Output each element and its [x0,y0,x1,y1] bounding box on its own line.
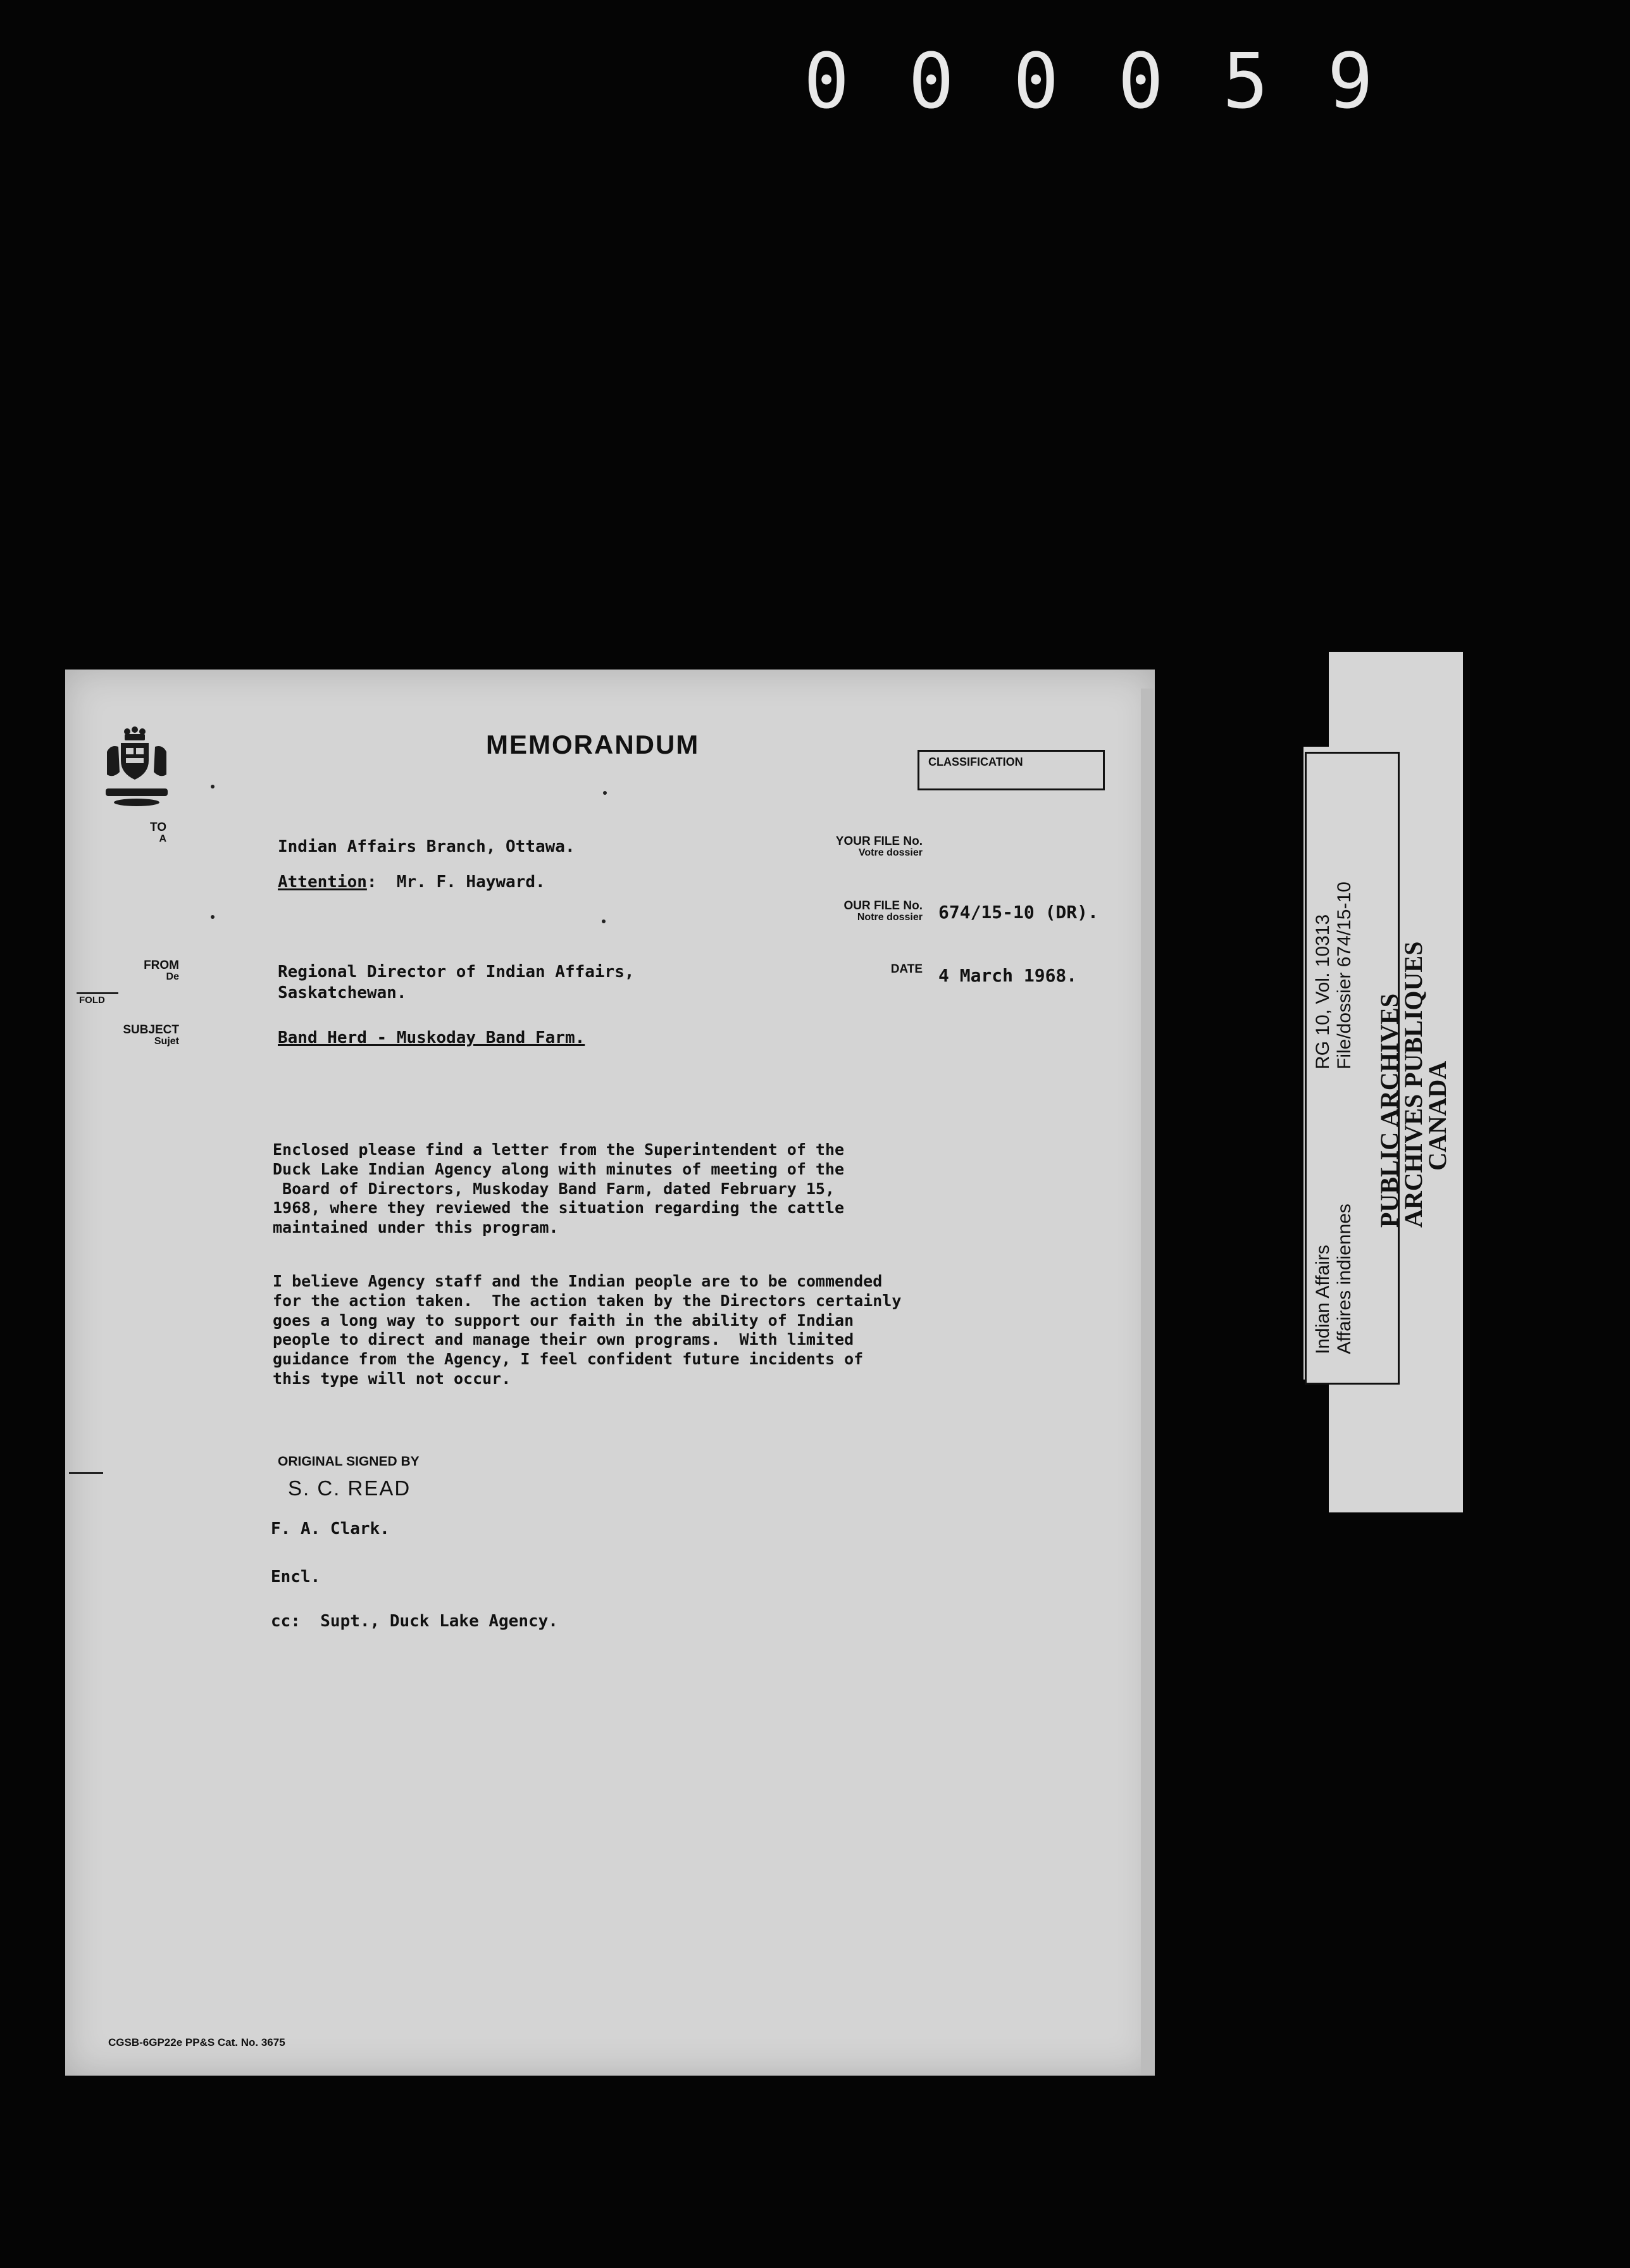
our-file-value: 674/15-10 (DR). [938,902,1098,923]
frame-digit: 0 [908,38,954,126]
frame-digit: 5 [1222,38,1269,126]
our-file-label: OUR FILE No. Notre dossier [843,899,923,923]
fold-mark [77,992,118,994]
subject-value: Band Herd - Muskoday Band Farm. [278,1028,585,1047]
archive-line-public-archives: PUBLIC ARCHIVES [1375,993,1403,1228]
date-label: DATE [890,963,923,976]
canada-coat-of-arms-icon [102,726,171,809]
frame-digit: 0 [1013,38,1059,126]
paper-speck [211,785,215,788]
archive-line-canada: CANADA [1423,1061,1452,1171]
original-signed-stamp: ORIGINAL SIGNED BY [278,1454,420,1469]
signer-name-stamp: S. C. READ [288,1476,411,1500]
archive-line-file-dossier: File/dossier 674/15-10 [1334,882,1355,1069]
attention-label: Attention [278,873,367,892]
frame-digit: 0 [804,38,850,126]
from-value: Regional Director of Indian Affairs, Saskatchewan. [278,963,635,1002]
frame-digit: 0 [1117,38,1164,126]
cc-line: cc: Supt., Duck Lake Agency. [271,1612,558,1631]
date-value: 4 March 1968. [938,965,1078,986]
frame-number [804,38,1373,127]
memo-page [65,670,1155,2076]
archive-line-archives-publiques: ARCHIVES PUBLIQUES [1399,941,1428,1228]
classification-box [918,750,1105,790]
your-file-label: YOUR FILE No. Votre dossier [835,835,923,858]
attention-line [278,872,545,893]
body-paragraph-1: Enclosed please find a letter from the Superintendent of the Duck Lake Indian Agency along with minutes of meeting of the Board of Directors, Muskoday Band Farm, dated February 15, 1968, where they reviewed the situation regarding the cattle maintained under this program. [273,1140,845,1237]
paper-speck [603,791,607,795]
paper-speck [211,915,215,919]
classification-label: CLASSIFICATION [928,756,1023,768]
archive-line-rg-volume: RG 10, Vol. 10313 [1312,914,1333,1069]
margin-mark [69,1472,103,1474]
archive-line-indian-affairs: Indian Affairs [1312,1245,1333,1354]
paper-speck [602,919,606,923]
form-number: CGSB-6GP22e PP&S Cat. No. 3675 [108,2036,285,2048]
frame-digit: 9 [1327,38,1373,126]
archive-reference-tab [1303,652,1463,1512]
to-label: TO A [149,821,166,844]
to-value: Indian Affairs Branch, Ottawa. [278,837,575,856]
memo-title: MEMORANDUM [486,730,700,759]
signatory: F. A. Clark. [271,1519,390,1538]
body-paragraph-2: I believe Agency staff and the Indian people are to be commended for the action taken. The action taken by the Directors certainly goes a long way to support our faith in the ability of Indian people to direct and manage their own programs. With limited guidance from the Agency, I feel confident future incidents of this type will not occur. [273,1272,902,1388]
attention-value: : Mr. F. Hayward. [366,873,545,892]
from-label: FROM De [144,959,179,982]
subject-label: SUBJECT Sujet [123,1023,179,1047]
archive-line-affaires-indiennes: Affaires indiennes [1334,1204,1355,1354]
enclosure-note: Encl. [271,1567,321,1586]
fold-label: FOLD [79,995,105,1006]
